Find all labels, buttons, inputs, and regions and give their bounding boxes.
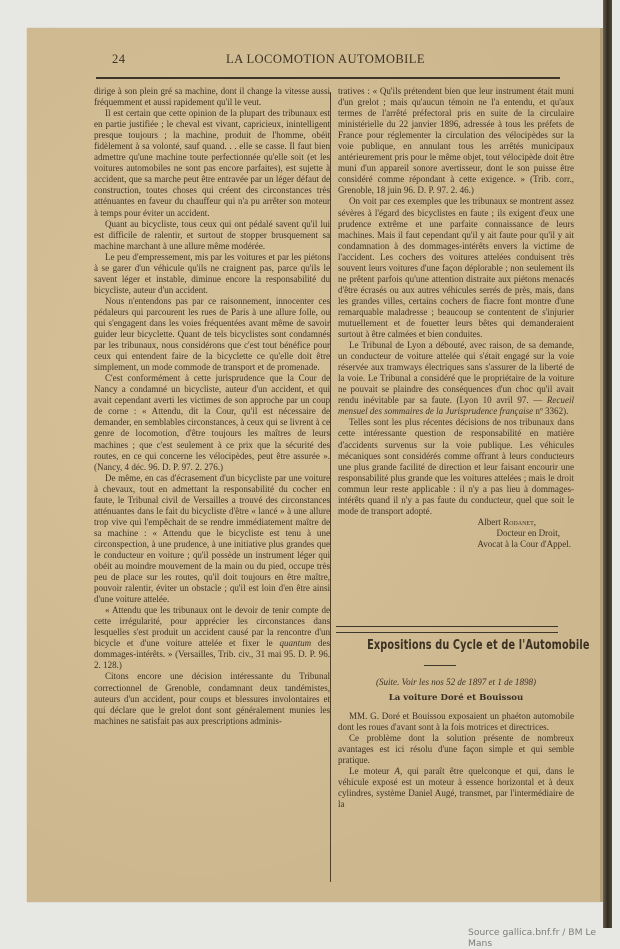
text: Le Tribunal de Lyon a débouté, avec raison, de sa demande, un conducteur de voiture attelée qui s'était engagé sur la voie réservée aux tramways électriques sans s'assurer de la liberté de la voie. Le Tribunal a considéré que le propriétaire de la voiture ne pouvait se plaindre des conséquences d'un choc qu'il avait rendu inévitable par sa faute. (Lyon 10 avril 97. —: [338, 340, 574, 406]
page-header: [88, 52, 563, 72]
author-title: Avocat à la Cour d'Appel.: [477, 538, 571, 549]
text: des dommages-intérêts. » (Versailles, Trib. civ., 31 mai 95. D. P. 96. 2. 128.): [94, 638, 330, 671]
text: « Attendu que les tribunaux ont le devoir de tenir compte de cette irrégularité, pour apprécier les circonstances dans lesquelles s'est produit un accident causé par la rencontre d'un bicycle et d'une voiture attelée et fixer le: [94, 605, 330, 649]
paragraph: MM. G. Doré et Bouissou exposaient un phaéton automobile dont les roues d'avant sont à la fois motrices et directrices.: [338, 711, 574, 733]
continuation-note: (Suite. Voir les nos 52 de 1897 et 1 de 1898): [375, 677, 537, 687]
header-rule: [96, 77, 560, 79]
section-body: [338, 677, 574, 811]
author-title: Docteur en Droit,: [496, 527, 560, 538]
paragraph: De même, en cas d'écrasement d'un bicycliste par une voiture à chevaux, tout en admettant la responsabilité du cocher en faute, le Tribunal civil de Versailles a trouvé des circonstances atténuantes dans le fait du bicycliste d'être « lancé » à une allure trop vive qui l'empêchait de se rendre immédiatement maître de sa machine : « Attendu que le bicycliste est tenu à une circonspection, à une prudence, à une initiative plus grandes que le conducteur en voiture ; qu'il possède un instrument léger qui obéit au moindre mouvement de la main ou du pied, occupe très peu de place sur les routes, qu'il doit toujours en être maître, pouvoir ralentir, éviter un obstacle ; qu'il est loin d'en être ainsi d'une voiture attelée.: [94, 472, 330, 605]
right-column: [338, 86, 574, 550]
paragraph: On voit par ces exemples que les tribunaux se montrent assez sévères à l'égard des bicyclistes en faute ; ils exigent d'eux une prudence extrême et une parfaite connaissance de leurs machines. Mais il faut cependant qu'il y ait faute pour qu'il y ait condamnation à des dommages-intérêts envers la victime de l'accident. Les cochers des voitures attelées conduisent très souvent leurs voitures d'une façon déplorable ; non seulement ils ne prêtent parfois qu'une attention distraite aux piétons menacés d'être écrasés ou aux autres véhicules serrés de près, mais, dans les grandes villes, certains cochers de fiacre font montre d'une remarquable maladresse ; beaucoup se contentent de s'injurier mutuellement et de fouetter leurs bêtes qui demanderaient surtout à être calmées et bien conduites.: [338, 196, 574, 340]
paragraph: dirige à son plein gré sa machine, dont il change la vitesse aussi fréquemment et aussi rapidement qu'il le veut.: [94, 86, 330, 108]
paragraph-lyon: [338, 340, 574, 417]
author-name: [338, 517, 574, 528]
paragraph-quantum: [94, 605, 330, 671]
source-credit: Source gallica.bnf.fr / BM Le Mans: [468, 927, 597, 949]
section-double-rule: [336, 626, 558, 633]
section-title: Expositions du Cycle et de l'Automobile: [367, 637, 590, 653]
italic-text: Recueil mensuel des sommaires de la Jurisprudence française: [338, 395, 574, 417]
text: , qui paraît être quelconque et qui, dans le véhicule exposé est un moteur à essence horizontal et à deux cylindres, système Daniel Augé, transmet, par l'intermédiaire de la: [338, 766, 574, 810]
subheading: La voiture Doré et Bouissou: [388, 693, 524, 704]
left-column: [94, 86, 330, 727]
italic-text: quantum: [279, 638, 312, 649]
page-edge: [600, 28, 603, 902]
paragraph: Quant au bicycliste, tous ceux qui ont pédalé savent qu'il lui est difficile de ralentir, et surtout de stopper brusquement sa machine marchant à une allure même modérée.: [94, 218, 330, 251]
author-first-name: Albert: [477, 516, 504, 527]
page-number: 24: [112, 52, 126, 66]
paragraph: Nous n'entendons pas par ce raisonnement, innocenter ces pédaleurs qui parcourent les rues de Paris à une allure folle, ou qui s'engagent dans les voies fréquentées avant même de savoir guider leur bicyclette. Quant de tels bicyclistes sont condamnés par les tribunaux, nous considérons que c'est tout bénéfice pour ceux qui entendent faire de la bicyclette ce qu'elle doit être simplement, un mode commode de transport et de promenade.: [94, 295, 330, 373]
paragraph: C'est conformément à cette jurisprudence que la Cour de Nancy a condamné un bicycliste, auteur d'un accident, et qui avait cependant averti les victimes de son approche par un coup de corne : « Attendu, dit la Cour, qu'il est nécessaire de demander, en semblables circonstances, à ceux qui se livrent à ce genre de locomotion, d'être toujours les maîtres de leurs machines ; que c'est seulement à ce prix que la sécurité des routes, en ce qui concerne les vélocipèdes, peut être assurée ». (Nancy, 4 déc. 96. D. P. 97. 2. 276.): [94, 373, 330, 472]
book-spine-edge: [603, 0, 612, 928]
paragraph: Citons encore une décision intéressante du Tribunal correctionnel de Grenoble, condamnant deux tandémistes, auteurs d'un accident, pour coups et blessures involontaires et qui déclare que le grelot dont sont généralement munies les machines ne satisfait pas aux prescriptions adminis-: [94, 671, 330, 726]
paragraph: Ce problème dont la solution présente de nombreux avantages est ici résolu d'une façon simple et qui semble pratique.: [338, 733, 574, 766]
title-underline: [424, 665, 456, 666]
author-last-name: Rodanet,: [503, 516, 536, 527]
text: Le moteur: [349, 766, 395, 777]
running-title: LA LOCOMOTION AUTOMOBILE: [226, 52, 425, 66]
paragraph: Le peu d'empressement, mis par les voitures et par les piétons à se garer d'un véhicule qu'ils ne craignent pas, parce qu'ils le savent léger et instable, diminue encore la responsabilité du bicycliste, auteur d'un accident.: [94, 251, 330, 295]
text: nº 3362).: [533, 406, 569, 417]
paragraph: Il est certain que cette opinion de la plupart des tribunaux est en partie justifiée ; le cheval est vivant, capricieux, inintelligent presque toujours ; la machine, produit de l'homme, obéit fidèlement à sa volonté, sauf quand. . . elle se casse. Il faut bien admettre qu'une machine toute perfectionnée qu'elle soit (et les voitures automobiles ne sont pas encore parfaites), est sujette à accident, que sa marche peut être entravée par un léger défaut de construction, toutes choses qui créent des circonstances très atténuantes en faveur du chauffeur qui n'a pu arrêter son moteur à temps pour éviter un accident.: [94, 108, 330, 218]
paragraph: Telles sont les plus récentes décisions de nos tribunaux dans cette intéressante question de responsabilité en matière d'accidents survenus sur la voie publique. Les véhicules mécaniques sont considérés comme offrant à leurs conducteurs une plus grande facilité de direction et leur faisant encourir une responsabilité plus grande que les voitures attelées ; mais le droit commun leur reste applicable : il n'y a pas lieu à dommages-intérêts quand il n'y a pas faute du conducteur, quel que soit le mode de transport adopté.: [338, 417, 574, 516]
column-divider: [330, 92, 331, 882]
paragraph: tratives : « Qu'ils prétendent bien que leur instrument était muni d'un grelot ; mais qu'aucun témoin ne l'a entendu, et qu'aux termes de l'arrêté préfectoral pris en suite de la circulaire ministérielle du 22 janvier 1896, adressée à tous les préfets de France pour réglementer la circulation des vélocipèdes sur la voie publique, en annulant tous les arrêtés municipaux antérieurement pris pour le même objet, tout vélocipède doit être muni d'un appareil sonore avertisseur, dont le son puisse être considéré comme répondant à cette exigence. » (Trib. corr., Grenoble, 18 juin 96. D. P. 97. 2. 46.): [338, 86, 574, 196]
paragraph-moteur: [338, 766, 574, 810]
italic-text: A: [394, 766, 400, 777]
